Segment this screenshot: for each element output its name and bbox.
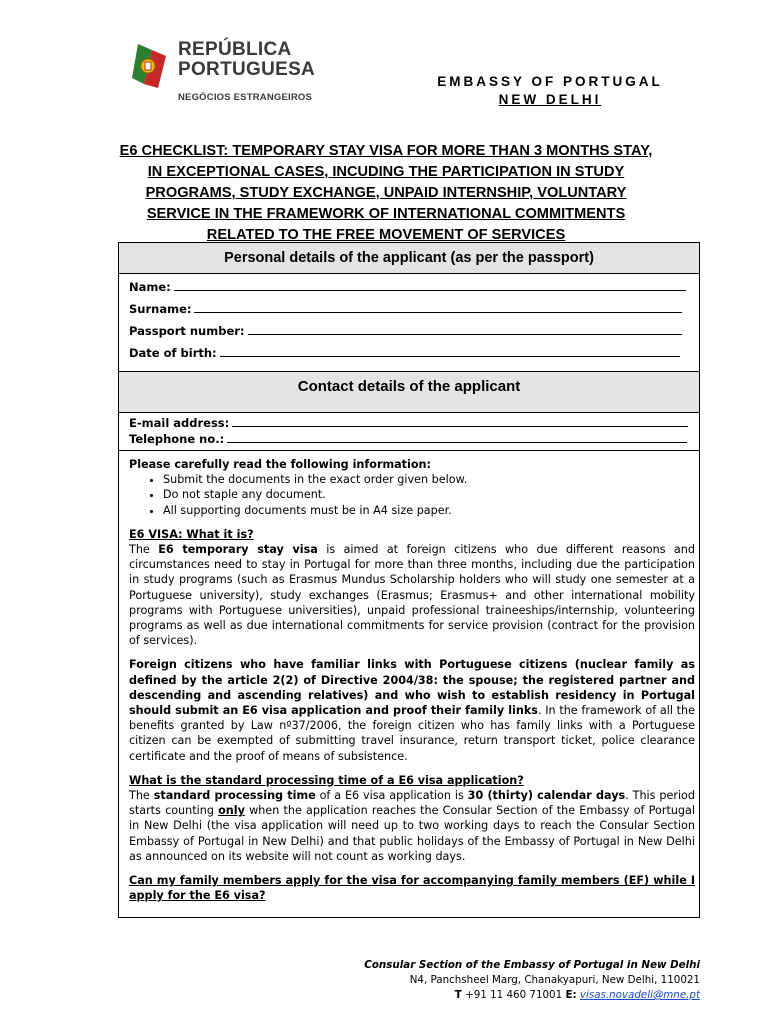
telephone-field[interactable] <box>129 431 687 446</box>
what-is-heading: E6 VISA: What it is? <box>129 527 254 541</box>
logo-line-2: PORTUGUESA <box>178 59 316 80</box>
telephone-label: Telephone no.: <box>129 432 225 446</box>
footer-contact <box>364 988 700 1003</box>
what-is-paragraph: The E6 temporary stay visa is aimed at foreign citizens who due different reasons and circumstances need to stay in Portugal for more than three months, including due the participation in study programs (such as Erasmus Mundus Scholarship holders who will study one semester at a Portuguese university), study exchanges (Erasmus; Erasmus+ and other international mobility programs with Portuguese universities), unpaid professional traineeships/internship, volunteering programs as well as due international commitments for service provision (contract for the provision of services). <box>129 543 695 648</box>
surname-label: Surname: <box>129 302 192 316</box>
portugal-flag-emblem-icon <box>130 40 170 90</box>
phone-label: T <box>454 989 462 1001</box>
footer-section-name: Consular Section of the Embassy of Portugal in New Delhi <box>364 959 700 971</box>
footer-address: N4, Panchsheel Marg, Chanakyapuri, New Delhi, 110021 <box>409 974 700 986</box>
list-item: • Submit the documents in the exact order given below. <box>163 472 695 487</box>
info-bullet-list <box>129 472 695 518</box>
contact-details-heading: Contact details of the applicant <box>119 371 699 413</box>
processing-time-heading: What is the standard processing time of a E6 visa application? <box>129 773 524 787</box>
personal-details-heading: Personal details of the applicant (as per the passport) <box>119 243 699 274</box>
embassy-name: EMBASSY OF PORTUGAL <box>437 74 663 89</box>
logo-line-1: REPÚBLICA <box>178 39 292 60</box>
email-field[interactable] <box>129 415 688 430</box>
name-field[interactable] <box>129 279 686 294</box>
embassy-city: NEW DELHI <box>498 92 602 107</box>
footer-phone: +91 11 460 71001 <box>465 989 563 1001</box>
embassy-header <box>400 73 700 109</box>
list-item: • All supporting documents must be in A4 size paper. <box>163 503 695 518</box>
name-label: Name: <box>129 280 171 294</box>
checklist-form <box>118 242 700 918</box>
list-item: • Do not staple any document. <box>163 487 695 502</box>
family-members-question: Can my family members apply for the visa for accompanying family members (EF) while I apply for the E6 visa? <box>129 874 695 903</box>
info-heading: Please carefully read the following information: <box>129 458 431 471</box>
passport-number-field[interactable] <box>129 323 682 338</box>
email-label-footer: E: <box>565 989 577 1001</box>
logo-line-3: NEGÓCIOS ESTRANGEIROS <box>178 92 313 103</box>
passport-number-label: Passport number: <box>129 324 245 338</box>
document-title: E6 CHECKLIST: TEMPORARY STAY VISA FOR MORE THAN 3 MONTHS STAY, IN EXCEPTIONAL CASES, INCUDING THE PARTICIPATION IN STUDY PROGRAMS, STUDY EXCHANGE, UNPAID INTERNSHIP, VOLUNTARY SERVICE IN THE FRAMEWORK OF INTERNATIONAL COMMITMENTS RELATED TO THE FREE MOVEMENT OF SERVICES <box>119 143 653 243</box>
date-of-birth-field[interactable] <box>129 345 680 360</box>
processing-time-paragraph: The standard processing time of a E6 visa application is 30 (thirty) calendar days. This period starts counting only when the application reaches the Consular Section of the Embassy of Portugal in New Delhi (the visa application will need up to two working days to reach the Consular Section Embassy of Portugal in New Delhi) and that public holidays of the Embassy of Portugal in New Delhi as announced on its website will not count as working days. <box>129 789 695 863</box>
section-divider <box>119 450 699 451</box>
republica-portuguesa-logo <box>130 38 330 108</box>
date-of-birth-label: Date of birth: <box>129 346 217 360</box>
family-links-paragraph: Foreign citizens who have familiar links with Portuguese citizens (nuclear family as defined by the article 2(2) of Directive 2004/38: the spouse; the registered partner and descending and ascending relatives) and who wish to establish residency in Portugal should submit an E6 visa application and proof their family links. In the framework of all the benefits granted by Law nº37/2006, the foreign citizen who has family links with a Portuguese citizen can be exempted of submitting travel insurance, return transport ticket, police clearance certificate and the proof of means of subsistence. <box>129 658 696 763</box>
email-label: E-mail address: <box>129 416 230 430</box>
footer-email-link[interactable]: visas.novadeli@mne.pt <box>579 989 700 1001</box>
information-section <box>129 457 695 903</box>
surname-field[interactable] <box>129 301 682 316</box>
page-footer <box>364 958 700 1003</box>
